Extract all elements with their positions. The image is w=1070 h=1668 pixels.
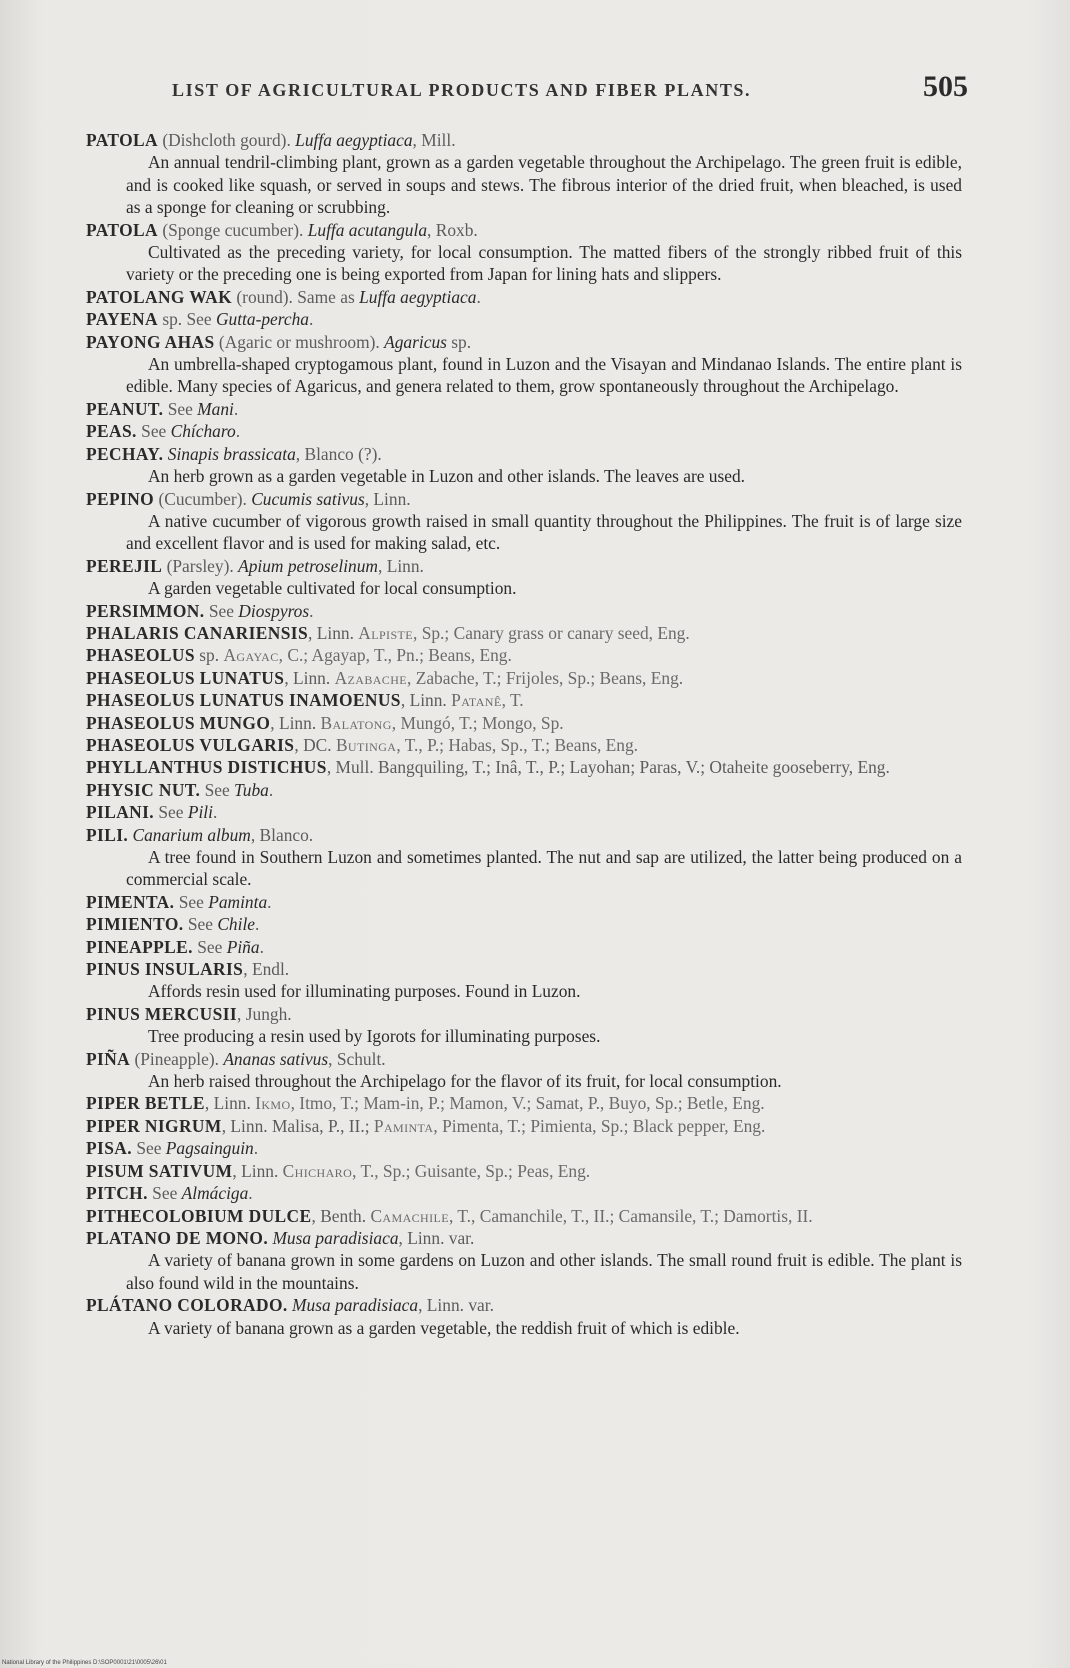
dictionary-entry (86, 443, 966, 488)
entry-gloss: See (131, 1138, 166, 1159)
entry-scientific-name: Luffa acutangula (307, 219, 428, 240)
entry-headword: PEPINO (86, 488, 155, 509)
entry-headword: PISA. (86, 1138, 132, 1159)
entry-local-name: Paminta (373, 1115, 434, 1136)
entry-gloss: See (136, 421, 171, 442)
entry-gloss: See (154, 802, 188, 823)
entry-scientific-name: Musa paradisiaca (292, 1295, 419, 1316)
entry-gloss: sp. See (157, 309, 216, 330)
entry-description: Cultivated as the preceding variety, for local consumption. The matted fibers of the strongly ribbed fruit of this variety or the preceding one is being exported from Japan for lining hats and slippers. (126, 242, 962, 285)
entry-description: A tree found in Southern Luzon and sometimes planted. The nut and sap are utilized, the latter being produced on a commercial scale. (126, 847, 962, 890)
dictionary-entry (86, 488, 966, 555)
dictionary-entry (86, 1137, 966, 1159)
entry-authority: . (248, 1183, 253, 1204)
entry-authority: . (259, 936, 264, 957)
entry-scientific-name: Luffa aegyptiaca (295, 130, 413, 150)
dictionary-entry (86, 286, 966, 308)
entry-synonyms: , T., Camanchile, T., II.; Camansile, T.; Damortis, II. (448, 1205, 813, 1226)
entry-heading (86, 644, 966, 666)
dictionary-entry (86, 600, 966, 622)
entry-synonyms: , T., Sp.; Guisante, Sp.; Peas, Eng. (352, 1160, 591, 1181)
entry-local-name: Butinga (335, 734, 397, 755)
entry-gloss: , Mull. Bangquiling, T.; Inâ, T., P.; Layohan; Paras, V.; Otaheite gooseberry, Eng. (326, 757, 890, 778)
entry-description: An annual tendril-climbing plant, grown as a garden vegetable throughout the Archipelago. The green fruit is edible, and is cooked like squash, or served in soups and stews. The fibrous interior of the dried fruit, when bleached, is used as a sponge for cleaning or scrubbing. (126, 152, 962, 218)
entry-description: An herb grown as a garden vegetable in Luzon and other islands. The leaves are used. (148, 466, 746, 487)
dictionary-entry (86, 734, 966, 756)
entry-heading (86, 689, 966, 711)
entry-scientific-name: Musa paradisiaca (272, 1227, 399, 1248)
entry-gloss: , Benth. (311, 1205, 371, 1226)
dictionary-entry (86, 824, 966, 891)
entry-authority: . (267, 891, 272, 912)
entry-synonyms: , T. (501, 690, 524, 711)
entry-local-name: Ikmo (255, 1093, 291, 1114)
entry-headword: PITHECOLOBIUM DULCE (86, 1205, 312, 1226)
entry-headword: PATOLA (86, 219, 158, 240)
entry-synonyms: , Mungó, T.; Mongo, Sp. (391, 712, 564, 733)
entry-scientific-name: Tuba (234, 779, 269, 800)
entry-heading (86, 420, 966, 442)
entry-authority: , Blanco (?). (295, 443, 382, 464)
entry-headword: PAYENA (86, 309, 158, 330)
entry-heading (86, 1048, 966, 1070)
entry-gloss: (Sponge cucumber). (157, 219, 308, 240)
entry-description: Tree producing a resin used by Igorots for illuminating purposes. (148, 1026, 601, 1047)
entry-headword: PISUM SATIVUM (86, 1160, 233, 1181)
entry-authority: . (235, 421, 241, 442)
entry-headword: PIPER NIGRUM (86, 1115, 222, 1136)
entry-heading (86, 308, 966, 330)
entry-scientific-name: Pagsainguin (165, 1138, 254, 1159)
entry-heading (86, 958, 966, 980)
entry-gloss: , Linn. (284, 667, 335, 688)
entry-synonyms: , Sp.; Canary grass or canary seed, Eng. (413, 622, 690, 643)
dictionary-entry (86, 801, 966, 823)
entry-description: An umbrella-shaped cryptogamous plant, found in Luzon and the Visayan and Mindanao Islands. The entire plant is edible. Many species of Agaricus, and genera related to them, grow spontaneously throughout the Archipelago. (126, 354, 962, 397)
entry-gloss: See (147, 1183, 182, 1204)
entry-scientific-name: Cucumis sativus (251, 488, 365, 509)
entry-authority: sp. (446, 331, 472, 352)
entry-gloss: (Pineapple). (130, 1048, 224, 1069)
entry-heading (86, 936, 966, 958)
entry-authority: , Linn. var. (398, 1227, 475, 1248)
entry-gloss: , Linn. (270, 712, 321, 733)
entry-heading (86, 1092, 966, 1114)
entry-gloss: (Agaric or mushroom). (214, 331, 385, 352)
entry-headword: PITCH. (86, 1183, 148, 1204)
entry-heading (86, 913, 966, 935)
dictionary-entry (86, 667, 966, 689)
entry-description: Affords resin used for illuminating purposes. Found in Luzon. (148, 981, 581, 1002)
entry-heading (86, 1182, 966, 1204)
entry-description: A variety of banana grown as a garden vegetable, the reddish fruit of which is edible. (148, 1317, 740, 1338)
entry-headword: PHASEOLUS LUNATUS (86, 667, 285, 688)
dictionary-entry (86, 689, 966, 711)
entry-authority: , Linn. (364, 488, 411, 509)
dictionary-entry (86, 622, 966, 644)
entry-headword: PERSIMMON. (86, 600, 205, 621)
entry-headword: PILANI. (86, 802, 155, 823)
entry-local-name: Camachile (370, 1205, 449, 1226)
entry-scientific-name: Apium petroselinum (238, 555, 378, 576)
entry-scientific-name: Pili (187, 802, 213, 823)
dictionary-entry (86, 936, 966, 958)
dictionary-entry (86, 958, 966, 1003)
dictionary-entry (86, 129, 966, 219)
entry-local-name: Patanê (451, 690, 502, 711)
entry-heading (86, 667, 966, 689)
entry-headword: PINUS INSULARIS (86, 959, 244, 980)
entry-gloss: , DC. (294, 734, 336, 755)
entry-heading (86, 801, 966, 823)
entry-gloss: , Linn. (308, 622, 359, 643)
entry-scientific-name: Paminta (208, 891, 268, 912)
entry-heading (86, 286, 966, 308)
dictionary-entry (86, 712, 966, 734)
dictionary-entry (86, 913, 966, 935)
page-header (168, 70, 968, 110)
dictionary-entry (86, 644, 966, 666)
entry-heading (86, 555, 966, 577)
entry-headword: PIÑA (86, 1048, 131, 1069)
entry-gloss: See (200, 779, 235, 800)
entry-local-name: Chicharo (282, 1160, 353, 1181)
entry-scientific-name: Piña (226, 936, 260, 957)
entry-headword: PHYLLANTHUS DISTICHUS (86, 757, 327, 778)
entry-authority: . (233, 398, 239, 419)
entry-authority: , Blanco. (250, 824, 314, 845)
dictionary-entry (86, 1205, 966, 1227)
entry-headword: PINUS MERCUSII (86, 1003, 238, 1024)
entry-authority: . (309, 309, 314, 330)
entry-synonyms: , T., P.; Habas, Sp., T.; Beans, Eng. (396, 734, 639, 755)
entry-headword: PIPER BETLE (86, 1093, 205, 1114)
entry-headword: PHASEOLUS (86, 645, 195, 666)
entry-heading (86, 824, 966, 846)
entry-gloss: See (183, 914, 218, 935)
entry-heading (86, 891, 966, 913)
entry-heading (86, 1137, 966, 1159)
dictionary-entry (86, 1092, 966, 1114)
entry-gloss: , Linn. (232, 1160, 283, 1181)
entry-authority: , Linn. var. (418, 1295, 494, 1316)
dictionary-entry (86, 756, 966, 778)
entry-headword: PAYONG AHAS (86, 331, 215, 352)
entry-gloss: , Jungh. (237, 1003, 292, 1024)
entry-heading (86, 600, 966, 622)
entry-scientific-name: Chile (217, 914, 255, 935)
entry-heading (86, 1160, 966, 1182)
dictionary-entry (86, 1294, 966, 1339)
entry-description: An herb raised throughout the Archipelago for the flavor of its fruit, for local consumption. (148, 1071, 782, 1092)
entry-scientific-name: Luffa aegyptiaca (359, 286, 477, 307)
entry-scientific-name: Sinapis brassicata (167, 443, 296, 464)
entry-description: A garden vegetable cultivated for local consumption. (148, 578, 517, 599)
entry-headword: PATOLANG WAK (86, 286, 233, 307)
entry-heading (86, 1205, 966, 1227)
dictionary-entry (86, 1182, 966, 1204)
entry-gloss: See (204, 600, 239, 621)
entry-heading (86, 129, 966, 151)
entry-scientific-name: Gutta-percha (215, 309, 310, 330)
entry-headword: PEREJIL (86, 555, 163, 576)
dictionary-entry (86, 779, 966, 801)
entry-authority: . (255, 914, 260, 935)
dictionary-entry (86, 1115, 966, 1137)
entry-scientific-name: Diospyros (238, 600, 310, 621)
footer-note: National Library of the Philippines D:\SOP0001\21\0005\26\01 (2, 1660, 167, 1666)
dictionary-entry (86, 555, 966, 600)
entry-heading (86, 1003, 966, 1025)
entry-gloss: See (174, 891, 209, 912)
entry-heading (86, 1227, 966, 1249)
entry-heading (86, 1294, 966, 1316)
entry-heading (86, 488, 966, 510)
entry-headword: PLATANO DE MONO. (86, 1227, 269, 1248)
entry-headword: PHASEOLUS MUNGO (86, 712, 271, 733)
entry-synonyms: , C.; Agayap, T., Pn.; Beans, Eng. (278, 645, 512, 666)
entry-gloss: (round). Same as (232, 286, 360, 307)
entry-scientific-name: Mani (197, 398, 234, 419)
entry-headword: PHALARIS CANARIENSIS (86, 622, 309, 643)
entry-description: A native cucumber of vigorous growth raised in small quantity throughout the Philippines. The fruit is of large size and excellent flavor and is used for making salad, etc. (126, 510, 962, 554)
entry-heading (86, 331, 966, 353)
entry-scientific-name: Almáciga (181, 1183, 249, 1204)
entry-heading (86, 622, 966, 644)
entry-scientific-name: Canarium album (132, 824, 251, 845)
dictionary-entry (86, 398, 966, 420)
entry-local-name: Azabache (334, 667, 407, 688)
entry-gloss: (Dishcloth gourd). (157, 130, 296, 150)
dictionary-entry (86, 1160, 966, 1182)
entry-headword: PHASEOLUS VULGARIS (86, 734, 295, 755)
entry-scientific-name: Agaricus (384, 331, 447, 352)
entry-gloss: (Cucumber). (154, 488, 252, 509)
entry-authority: . (253, 1138, 259, 1159)
entry-gloss: , Linn. (204, 1093, 256, 1114)
entry-gloss: See (192, 936, 227, 957)
dictionary-entry (86, 331, 966, 398)
entry-gloss: (Parsley). (162, 555, 239, 576)
entry-heading (86, 734, 966, 756)
entry-headword: PIMIENTO. (86, 914, 184, 935)
entry-headword: PLÁTANO COLORADO. (86, 1295, 288, 1316)
entry-heading (86, 219, 966, 241)
entry-headword: PECHAY. (86, 443, 164, 464)
entry-gloss: , Linn. Malisa, P., II.; (221, 1115, 374, 1136)
entry-authority: , Roxb. (427, 219, 478, 240)
entry-headword: PEAS. (86, 421, 137, 442)
entry-gloss: , Linn. (400, 690, 452, 711)
entry-synonyms: , Pimenta, T.; Pimienta, Sp.; Black pepper, Eng. (433, 1115, 766, 1136)
dictionary-entry (86, 891, 966, 913)
entry-heading (86, 756, 966, 778)
entry-authority: . (476, 286, 481, 307)
entry-headword: PIMENTA. (86, 891, 175, 912)
entry-heading (86, 1115, 966, 1137)
running-head: LIST OF AGRICULTURAL PRODUCTS AND FIBER PLANTS. (172, 80, 752, 100)
dictionary-entry (86, 219, 966, 286)
entry-heading (86, 712, 966, 734)
entry-local-name: Agayac (223, 645, 279, 666)
entry-gloss: See (163, 398, 198, 419)
dictionary-entry (86, 308, 966, 330)
entry-scientific-name: Ananas sativus (223, 1048, 329, 1069)
entry-synonyms: , Zabache, T.; Frijoles, Sp.; Beans, Eng. (407, 667, 684, 688)
entry-heading (86, 779, 966, 801)
entry-headword: PINEAPPLE. (86, 936, 193, 957)
entry-scientific-name: Chícharo (170, 421, 236, 442)
entry-authority: , Mill. (412, 130, 456, 150)
entry-authority: , Linn. (378, 555, 424, 576)
entry-authority: . (268, 779, 274, 800)
entry-authority: . (309, 600, 314, 621)
entry-list (86, 129, 966, 1339)
entry-headword: PHYSIC NUT. (86, 779, 201, 800)
entry-heading (86, 443, 966, 465)
entry-headword: PEANUT. (86, 398, 164, 419)
entry-local-name: Alpiste (358, 622, 413, 643)
entry-local-name: Balatong (320, 712, 392, 733)
dictionary-entry (86, 420, 966, 442)
entry-headword: PHASEOLUS LUNATUS INAMOENUS (86, 690, 401, 711)
entry-description: A variety of banana grown in some gardens on Luzon and other islands. The small round fruit is edible. The plant is also found wild in the mountains. (126, 1250, 962, 1293)
entry-headword: PILI. (86, 824, 129, 845)
entry-authority: . (212, 802, 218, 823)
entry-heading (86, 398, 966, 420)
entry-gloss: , Endl. (243, 959, 290, 980)
dictionary-entry (86, 1003, 966, 1048)
dictionary-entry (86, 1227, 966, 1294)
page-number: 505 (923, 70, 968, 103)
entry-headword: PATOLA (86, 130, 158, 150)
dictionary-entry (86, 1048, 966, 1093)
entry-authority: , Schult. (328, 1048, 386, 1069)
entry-synonyms: , Itmo, T.; Mam-in, P.; Mamon, V.; Samat, P., Buyo, Sp.; Betle, Eng. (290, 1093, 765, 1114)
entry-gloss: sp. (194, 645, 224, 666)
